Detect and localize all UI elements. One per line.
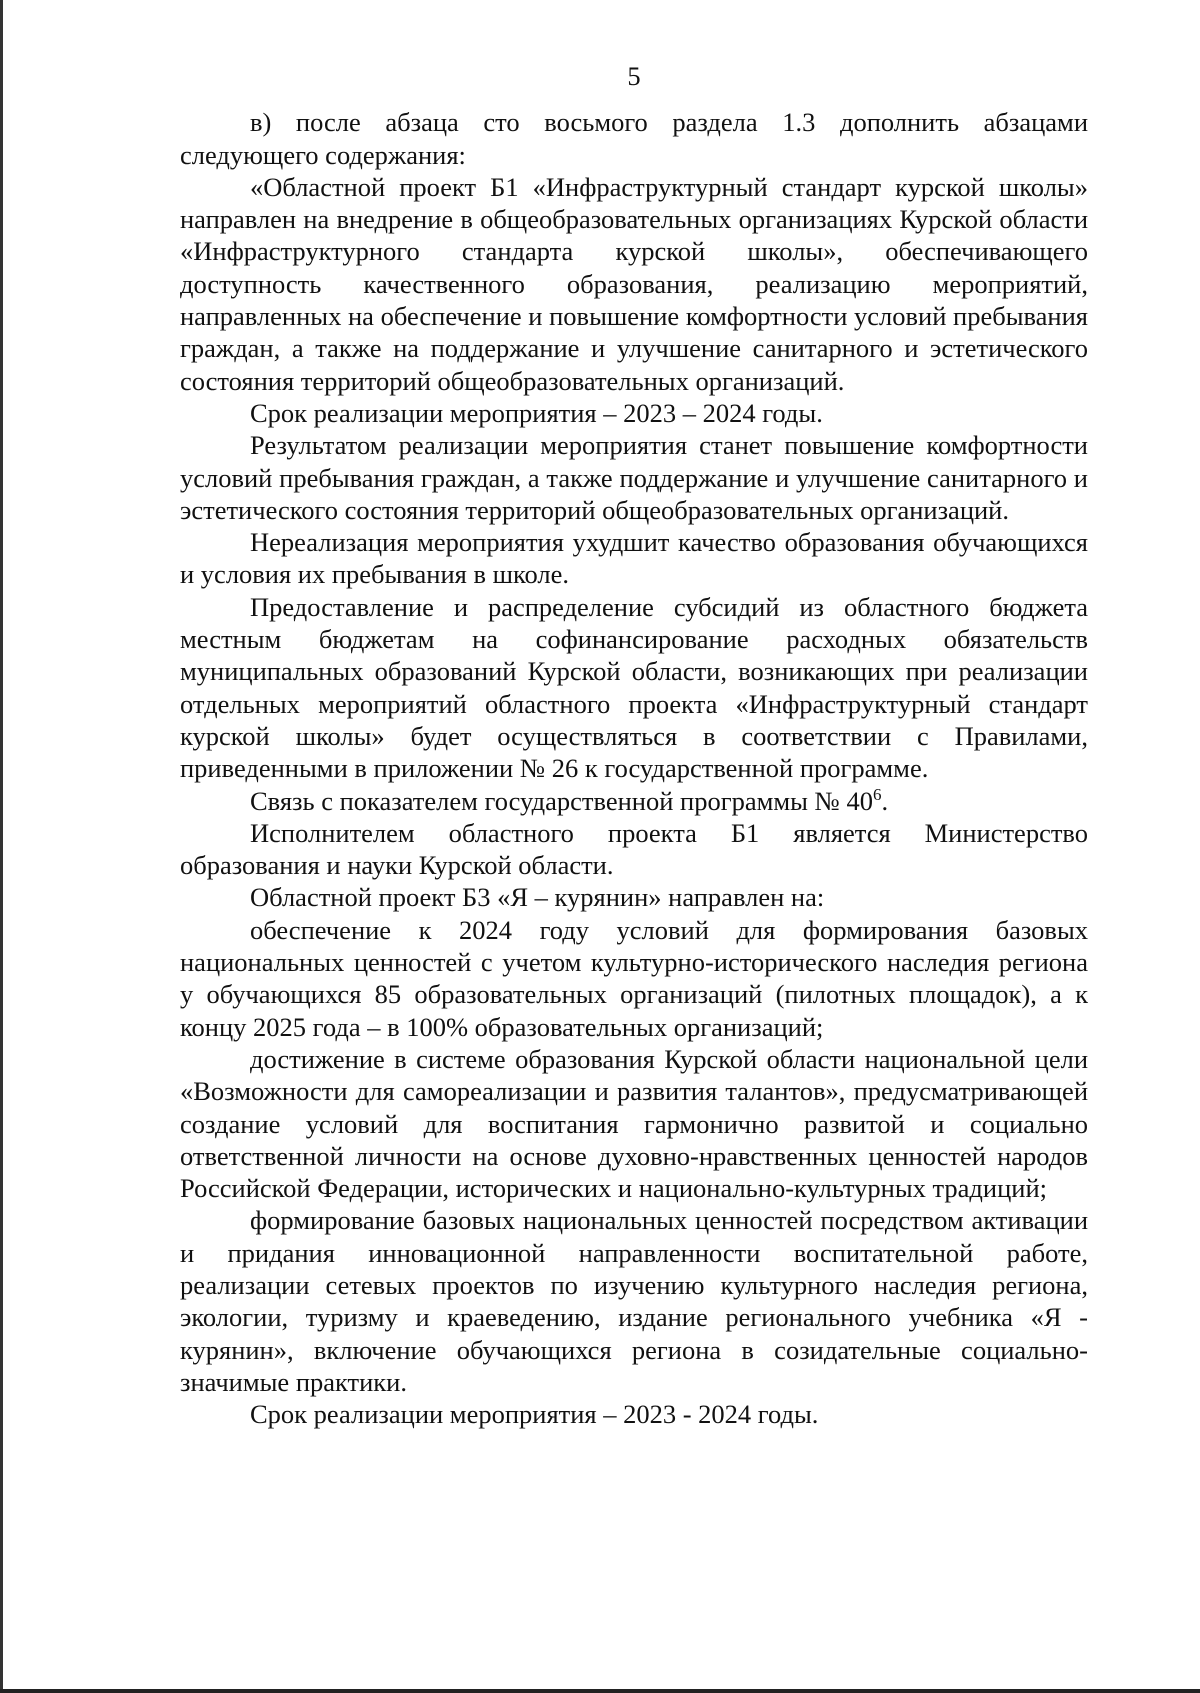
paragraph: Предоставление и распределение субсидий из областного бюджета местным бюджетам на софинансирование расходных обязательств муниципальных образований Курской области, возникающих при реализации отдельных мероприятий областного проекта «Инфраструктурный стандарт курской школы» будет осуществляться в соответствии с Правилами, приведенными в приложении № 26 к государственной программе.	[180, 591, 1088, 784]
scan-edge-bottom	[0, 1689, 1200, 1693]
paragraph: формирование базовых национальных ценностей посредством активации и придания инновационной направленности воспитательной работе, реализации сетевых проектов по изучению культурного наследия региона, экологии, туризму и краеведению, издание регионального учебника «Я - курянин», включение обучающихся региона в созидательные социально-значимые практики.	[180, 1205, 1088, 1397]
paragraph: в) после абзаца сто восьмого раздела 1.3 дополнить абзацами следующего содержания:	[180, 107, 1088, 170]
page-number: 5	[627, 61, 641, 91]
paragraph: Результатом реализации мероприятия станет повышение комфортности условий пребывания граждан, а также поддержание и улучшение санитарного и эстетического состояния территорий общеобразовательных организаций.	[180, 430, 1088, 525]
paragraph: «Областной проект Б1 «Инфраструктурный стандарт курской школы» направлен на внедрение в общеобразовательных организациях Курской области «Инфраструктурного стандарта курской школы», обеспечивающего доступность качественного образования, реализацию мероприятий, направленных на обеспечение и повышение комфортности условий пребывания граждан, а также на поддержание и улучшение санитарного и эстетического состояния территорий общеобразовательных организаций.	[180, 171, 1088, 396]
indicator-link-end: .	[881, 785, 889, 816]
paragraph: Нереализация мероприятия ухудшит качество образования обучающихся и условия их пребывания в школе.	[180, 527, 1088, 590]
indicator-link-text: Связь с показателем государственной программы № 40	[250, 785, 873, 816]
paragraph: Исполнителем областного проекта Б1 является Министерство образования и науки Курской области.	[180, 817, 1088, 881]
paragraph: обеспечение к 2024 году условий для формирования базовых национальных ценностей с учетом культурно-исторического наследия региона у обучающихся 85 образовательных организаций (пилотных площадок), а к концу 2025 года – в 100% образовательных организаций;	[180, 914, 1088, 1042]
paragraph: Срок реализации мероприятия – 2023 – 2024 годы.	[250, 397, 823, 428]
paragraph: Областной проект Б3 «Я – курянин» направлен на:	[250, 882, 825, 913]
indicator-link-paragraph	[180, 785, 1088, 817]
scan-edge	[0, 0, 3, 1693]
paragraph: Срок реализации мероприятия – 2023 - 2024 годы.	[250, 1399, 819, 1430]
footnote-superscript: 6	[872, 784, 882, 804]
document-page	[180, 60, 1088, 1430]
paragraph: достижение в системе образования Курской области национальной цели «Возможности для самореализации и развития талантов», предусматривающей создание условий для воспитания гармонично развитой и социально ответственной личности на основе духовно-нравственных ценностей народов Российской Федерации, исторических и национально-культурных традиций;	[180, 1043, 1088, 1204]
